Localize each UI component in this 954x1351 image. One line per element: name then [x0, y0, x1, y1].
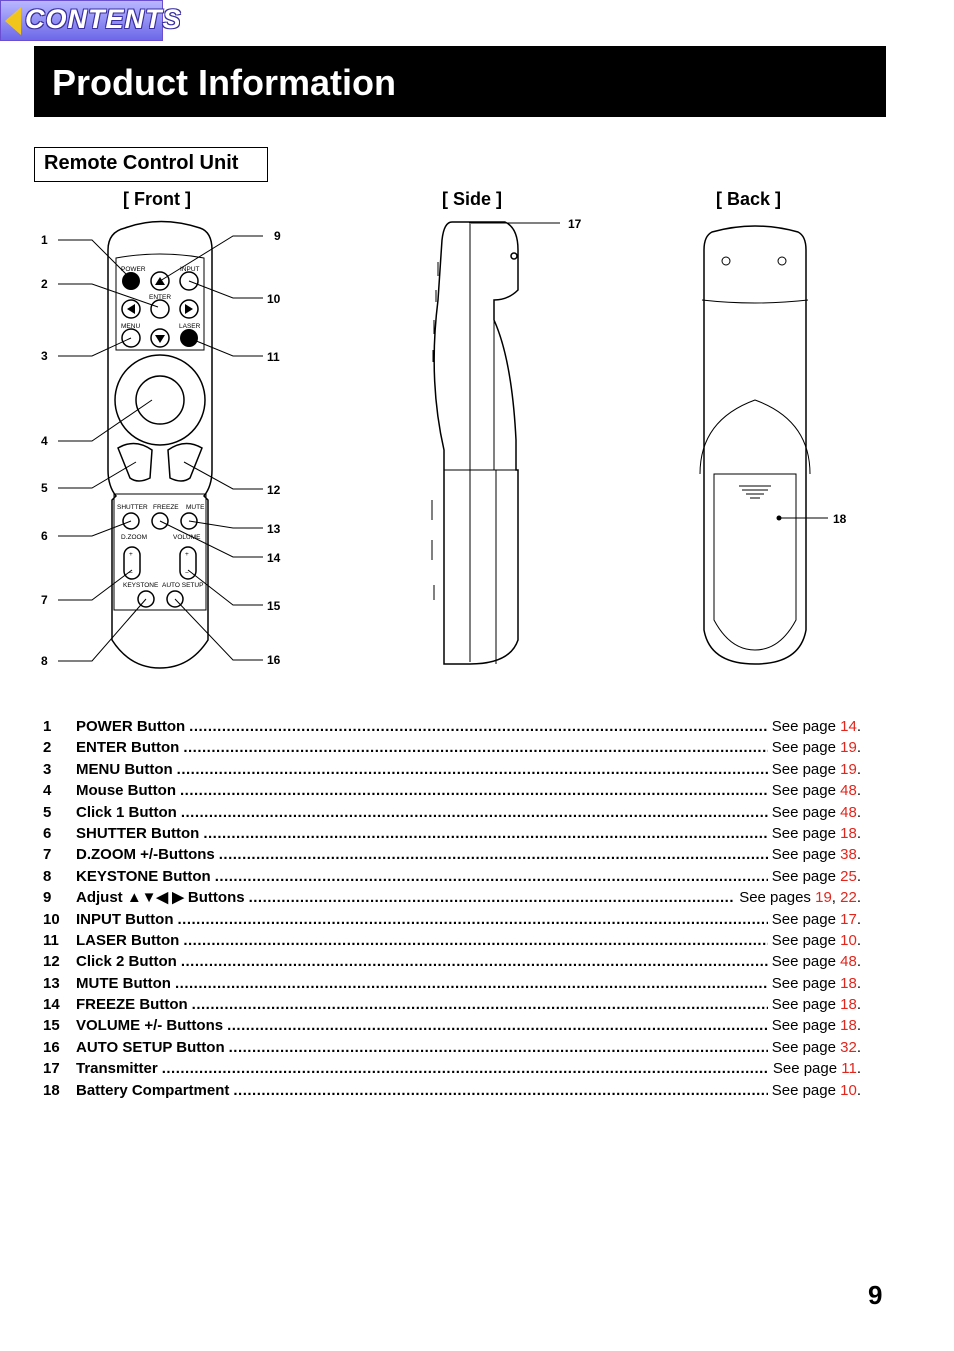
back-arrow-icon — [5, 7, 21, 35]
page-reference: See page 48. — [771, 782, 861, 800]
leader-dots — [183, 737, 767, 758]
see-page-prefix: See page — [771, 931, 836, 949]
mouse-ring — [115, 355, 205, 445]
page-title: Product Information — [52, 62, 396, 103]
volume-minus-label: − — [185, 570, 189, 577]
list-item — [43, 780, 861, 801]
page-link[interactable]: 38 — [840, 846, 857, 864]
dzoom-label: D.ZOOM — [121, 534, 147, 541]
back-view — [700, 226, 810, 664]
item-number: 9 — [43, 889, 52, 907]
see-page-prefix: See page — [771, 718, 836, 735]
item-number: 1 — [43, 718, 52, 735]
list-item — [43, 951, 861, 972]
item-name: ENTER Button — [76, 739, 180, 757]
mute-label: MUTE — [186, 504, 205, 511]
page-reference: See page 18. — [771, 974, 861, 992]
page-link[interactable]: 17 — [840, 910, 857, 928]
item-number: 13 — [43, 974, 60, 992]
side-view-label: [ Side ] — [442, 189, 503, 209]
menu-label: MENU — [121, 323, 141, 330]
list-item — [43, 759, 861, 780]
title-bar — [34, 46, 886, 117]
page-reference: See page 18. — [771, 824, 861, 842]
item-name: Mouse Button — [76, 782, 176, 800]
item-name: MENU Button — [76, 760, 173, 778]
page-link[interactable]: 18 — [840, 1017, 857, 1035]
page-reference: See page 19. — [771, 739, 861, 757]
item-number: 10 — [43, 910, 60, 928]
list-item — [43, 1080, 861, 1101]
item-number: 14 — [43, 996, 60, 1014]
list-item — [43, 844, 861, 865]
side-view — [432, 222, 518, 664]
mouse-button-shape — [136, 376, 184, 424]
leader-dots — [175, 973, 768, 994]
page-link[interactable]: 25 — [840, 867, 857, 885]
leader-dots — [203, 823, 767, 844]
callout-11: 11 — [267, 350, 280, 364]
see-page-prefix: See page — [771, 824, 836, 842]
volume-label: VOLUME — [173, 534, 201, 541]
page-link[interactable]: 10 — [840, 931, 857, 949]
page-reference: See page 48. — [771, 803, 861, 821]
see-page-prefix: See page — [771, 953, 836, 971]
section-title: Remote Control Unit — [44, 152, 239, 174]
page-reference: See page 11. — [772, 1060, 861, 1078]
back-remote-body — [704, 226, 806, 664]
enter-button-shape — [151, 300, 169, 318]
front-buttons — [117, 266, 205, 607]
page-reference: See page 14. — [771, 718, 861, 735]
list-item — [43, 909, 861, 930]
list-item — [43, 994, 861, 1015]
page-link[interactable]: 32 — [840, 1038, 857, 1056]
page-reference: See page 10. — [771, 1081, 861, 1099]
see-page-prefix: See page — [771, 974, 836, 992]
page-link[interactable]: 10 — [840, 1081, 857, 1099]
list-item — [43, 716, 861, 737]
callout-12: 12 — [267, 483, 281, 497]
see-page-prefix: See page — [771, 1081, 836, 1099]
leader-dots — [177, 759, 768, 780]
list-item — [43, 1058, 861, 1079]
enter-label: ENTER — [149, 294, 172, 301]
item-number: 5 — [43, 803, 52, 821]
battery-cover — [714, 474, 796, 650]
callout-5: 5 — [41, 481, 48, 495]
item-number: 17 — [43, 1060, 60, 1078]
callout-10: 10 — [267, 292, 281, 306]
leader-dots — [192, 994, 768, 1015]
keystone-label: KEYSTONE — [123, 582, 159, 589]
callout-13: 13 — [267, 522, 281, 536]
list-item — [43, 930, 861, 951]
see-page-prefix: See page — [771, 867, 836, 885]
laser-label: LASER — [179, 323, 201, 330]
item-number: 6 — [43, 824, 52, 842]
item-number: 15 — [43, 1017, 60, 1035]
page-reference: See page 38. — [771, 846, 861, 864]
see-page-prefix: See page — [771, 910, 836, 928]
remote-control-diagram — [0, 200, 954, 680]
leader-dots — [162, 1058, 769, 1079]
leader-dots — [181, 951, 768, 972]
item-name: Battery Compartment — [76, 1081, 230, 1099]
page-link[interactable]: 14 — [840, 718, 857, 735]
see-page-prefix: See page — [771, 846, 836, 864]
callout-15: 15 — [267, 599, 281, 613]
see-page-prefix: See page — [771, 782, 836, 800]
callout-4: 4 — [41, 434, 48, 448]
side-remote-body — [434, 222, 518, 664]
leader-dots — [181, 802, 768, 823]
item-name: FREEZE Button — [76, 996, 188, 1014]
item-number: 2 — [43, 739, 52, 757]
see-page-prefix: See page — [771, 803, 836, 821]
item-name: POWER Button — [76, 718, 186, 735]
item-number: 16 — [43, 1038, 60, 1056]
see-page-prefix: See page — [772, 1060, 838, 1078]
input-label: INPUT — [180, 266, 200, 273]
item-number: 12 — [43, 953, 60, 971]
page-link[interactable]: 19 — [840, 760, 857, 778]
page-link[interactable]: 11 — [841, 1060, 857, 1078]
item-name: KEYSTONE Button — [76, 867, 211, 885]
page-link[interactable]: 19 — [815, 889, 832, 907]
leader-dots — [183, 930, 767, 951]
list-item — [43, 1037, 861, 1058]
page-link[interactable]: 19 — [840, 739, 857, 757]
front-view-label: [ Front ] — [123, 189, 191, 209]
item-number: 11 — [43, 931, 59, 949]
item-name: D.ZOOM +/-Buttons — [76, 846, 215, 864]
item-name: VOLUME +/- Buttons — [76, 1017, 224, 1035]
page-link[interactable]: 18 — [840, 974, 857, 992]
callout-8: 8 — [41, 654, 48, 668]
power-button-shape — [122, 272, 140, 290]
callout-7: 7 — [41, 593, 48, 607]
leader-dots — [180, 780, 768, 801]
page-link[interactable]: 48 — [840, 782, 857, 800]
item-number: 7 — [43, 846, 52, 864]
item-number: 18 — [43, 1081, 60, 1099]
see-page-prefix: See page — [771, 1017, 836, 1035]
see-page-prefix: See pages — [739, 889, 811, 907]
callout-14: 14 — [267, 551, 281, 565]
item-name: MUTE Button — [76, 974, 171, 992]
freeze-label: FREEZE — [153, 504, 179, 511]
leader-dots — [177, 909, 767, 930]
item-name: INPUT Button — [76, 910, 174, 928]
callout-2: 2 — [41, 277, 48, 291]
item-name: Transmitter — [76, 1060, 158, 1078]
leader-dots — [229, 1037, 768, 1058]
see-page-prefix: See page — [771, 739, 836, 757]
shutter-label: SHUTTER — [117, 504, 148, 511]
list-item — [43, 1015, 861, 1036]
see-page-prefix: See page — [771, 760, 836, 778]
callout-3: 3 — [41, 349, 48, 363]
component-list — [43, 716, 861, 1101]
item-name: Click 1 Button — [76, 803, 177, 821]
page-link[interactable]: 48 — [840, 803, 857, 821]
page-number: 9 — [868, 1280, 883, 1310]
item-name: Adjust ▲▼◀ ▶ Buttons — [76, 889, 245, 907]
page-link[interactable]: 22 — [840, 889, 857, 907]
back-inner-panel — [702, 300, 808, 303]
list-item — [43, 802, 861, 823]
volume-plus-label: + — [185, 551, 189, 558]
dzoom-plus-label: + — [129, 551, 133, 558]
callout-17: 17 — [568, 217, 582, 231]
auto-setup-label: AUTO SETUP — [162, 582, 204, 589]
callout-6: 6 — [41, 529, 48, 543]
page-link[interactable]: 48 — [840, 953, 857, 971]
callout-9: 9 — [274, 229, 281, 243]
list-item — [43, 887, 861, 908]
item-name: LASER Button — [76, 931, 180, 949]
power-label: POWER — [121, 266, 146, 273]
item-name: SHUTTER Button — [76, 824, 200, 842]
callout-1: 1 — [41, 233, 48, 247]
leader-dots — [227, 1015, 768, 1036]
page-reference: See pages 19, 22. — [739, 889, 861, 907]
callout-16: 16 — [267, 653, 281, 667]
see-page-prefix: See page — [771, 996, 836, 1014]
item-name: Click 2 Button — [76, 953, 177, 971]
contents-label: CONTENTS — [25, 4, 182, 34]
page-reference: See page 18. — [771, 1017, 861, 1035]
item-name: AUTO SETUP Button — [76, 1038, 225, 1056]
section-heading-box — [34, 147, 268, 182]
item-number: 4 — [43, 782, 52, 800]
list-item — [43, 973, 861, 994]
see-page-prefix: See page — [771, 1038, 836, 1056]
leader-dots — [219, 844, 768, 865]
leader-dots — [189, 716, 768, 737]
item-number: 3 — [43, 760, 52, 778]
page-link[interactable]: 18 — [840, 996, 857, 1014]
page-reference: See page 19. — [771, 760, 861, 778]
page-reference: See page 32. — [771, 1038, 861, 1056]
page-reference: See page 10. — [771, 931, 861, 949]
page-link[interactable]: 18 — [840, 824, 857, 842]
page-reference: See page 25. — [771, 867, 861, 885]
leader-dots — [215, 866, 768, 887]
page-reference: See page 18. — [771, 996, 861, 1014]
leader-dots — [249, 887, 736, 908]
dzoom-minus-label: − — [129, 570, 133, 577]
item-number: 8 — [43, 867, 52, 885]
list-item — [43, 866, 861, 887]
leader-dots — [233, 1080, 767, 1101]
list-item — [43, 737, 861, 758]
page-reference: See page 48. — [771, 953, 861, 971]
callout-18: 18 — [833, 512, 847, 526]
list-item — [43, 823, 861, 844]
page-reference: See page 17. — [771, 910, 861, 928]
contents-button[interactable] — [0, 0, 182, 41]
back-view-label: [ Back ] — [716, 189, 782, 209]
